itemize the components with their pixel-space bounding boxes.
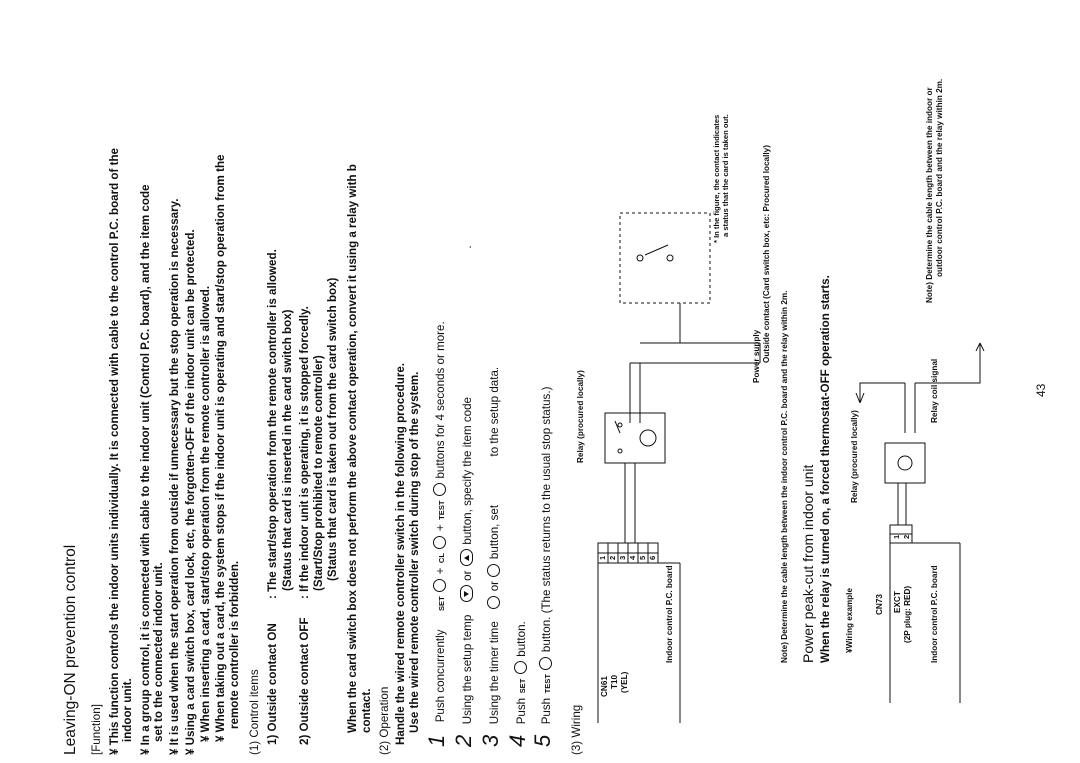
step-text-post: button.: [515, 621, 528, 657]
peak-cut-heading: Power peak-cut from indoor unit: [800, 464, 816, 663]
wiring-heading: (3) Wiring: [570, 704, 583, 755]
peak-pin-2: 2: [902, 534, 911, 539]
control-note-line-2: contact.: [360, 688, 373, 733]
control-item-2-desc: : If the indoor unit is operating, it is stopped forcedly.: [298, 306, 311, 599]
test-button-icon[interactable]: [433, 483, 446, 496]
test-button-label: TEST: [543, 673, 552, 694]
step-text-post: button, specify the item code: [461, 397, 474, 545]
step-number: 4: [505, 734, 530, 747]
set-button-label: SET: [518, 678, 527, 694]
cl-button-label: CL: [437, 553, 446, 564]
wiring-relay-label: Relay (procured locally): [576, 370, 585, 463]
control-item-2-note-2: (Status that card is taken out from the card switch box): [326, 277, 339, 581]
pin-3: 3: [618, 555, 627, 560]
control-item-1-desc: : The start/stop operation from the remote controller is allowed.: [266, 249, 279, 599]
wiring-board-label: Indoor control P.C. board: [665, 565, 674, 663]
operation-heading: (2) Operation: [378, 686, 391, 755]
peak-pin-1: 1: [892, 534, 901, 539]
step-text-post-2: to the setup data.: [488, 366, 501, 457]
exct-label: EXCT: [893, 591, 902, 613]
function-line-5: ¥ It is used when the start operation from outside if unnecessary but the stop operation is necessary.: [168, 198, 181, 755]
operation-intro-1: Handle the wired remote controller switch in the following procedure.: [394, 363, 407, 745]
step-text: Using the timer time: [488, 621, 501, 725]
t10-label: T10: [610, 674, 619, 689]
step-2: 2 Using the setup temp or button, specify the item code .: [451, 245, 476, 747]
peak-cut-desc: When the relay is turned on, a forced thermostat-OFF operation starts.: [819, 275, 832, 663]
control-item-1-note: (Status that card is inserted in the card switch box): [281, 309, 294, 591]
timer-down-button-icon[interactable]: [487, 596, 500, 609]
wiring-example-label: ¥Wiring example: [845, 588, 854, 653]
control-item-2-note-1: (Start/Stop prohibited to remote controller): [312, 355, 325, 591]
temp-down-button-icon[interactable]: [460, 585, 473, 602]
control-note-line-1: When the card switch box does not perform the above contact operation, convert it using a relay with b: [346, 164, 359, 733]
relay-coil-signal-label: Relay coil signal: [930, 358, 939, 423]
step-text: Using the setup temp: [461, 614, 474, 725]
page-title: Leaving-ON prevention control: [62, 544, 79, 755]
power-supply-label: Power supply: [752, 329, 761, 383]
test-button-label: TEST: [437, 500, 446, 520]
pin-2: 2: [608, 555, 617, 560]
function-line-1: ¥ This function controls the indoor units individually. It is connected with cable to the control P.C. board of the: [108, 148, 121, 755]
set-button-icon[interactable]: [514, 661, 527, 674]
function-line-2: indoor unit.: [121, 678, 134, 742]
step-3: 3 Using the timer time or button, set to the setup data.: [478, 366, 503, 747]
pin-1: 1: [598, 555, 607, 560]
step-4: [505, 621, 531, 747]
function-line-3: ¥ In a group control, it is connected with cable to the indoor unit (Control P.C. board), and the item code: [139, 184, 152, 755]
step-text-post: buttons for 4 seconds or more.: [434, 321, 447, 479]
step-text-post: button. (The status returns to the usual stop status.): [540, 386, 553, 653]
outside-contact-label: Outside contact (Card switch box, etc: Procured locally): [762, 145, 771, 363]
peak-note-1: Note) Determine the cable length between the indoor or: [925, 87, 934, 303]
temp-up-button-icon[interactable]: [460, 549, 473, 566]
peak-cut-diagram: [830, 0, 1070, 763]
set-button-label: SET: [437, 596, 446, 612]
pin-5: 5: [638, 555, 647, 560]
step-text: Push: [515, 697, 528, 725]
control-item-2-label: 2) Outside contact OFF: [298, 617, 311, 745]
step-text-post: button, set: [488, 504, 501, 560]
peak-board-label: Indoor control P.C. board: [930, 565, 939, 663]
wiring-note: Note) Determine the cable length between the indoor control P.C. board and the relay within 2m.: [780, 290, 789, 663]
peak-note-2: outdoor control P.C. board and the relay within 2m.: [935, 78, 944, 277]
pin-4: 4: [628, 555, 637, 560]
timer-up-button-icon[interactable]: [487, 564, 500, 577]
control-items-heading: (1) Control items: [248, 669, 261, 755]
step-number: 3: [478, 734, 503, 747]
function-line-8: ¥ When taking out a card, the system stops if the indoor unit is operating and start/stop operation from the: [214, 154, 227, 742]
step-text: Push concurrently: [434, 629, 447, 723]
cn73-connector-label: CN73: [875, 594, 884, 615]
operation-intro-2: Use the wired remote controller switch during stop of the system.: [408, 371, 421, 733]
peak-relay-label: Relay (procured locally): [850, 410, 859, 503]
test-button-icon[interactable]: [539, 657, 552, 670]
pin-6: 6: [648, 555, 657, 560]
function-label: [Function]: [90, 704, 103, 755]
step-5: [530, 387, 556, 747]
step-1: 1 Push concurrently SET + CL + TEST buttons for 4 seconds or more.: [424, 321, 449, 747]
control-item-1-label: 1) Outside contact ON: [266, 623, 279, 745]
function-line-9: remote controller is forbidden.: [228, 560, 241, 729]
figure-note-2: a status that the card is taken out.: [721, 114, 730, 237]
yel-label: (YEL): [620, 671, 629, 693]
cn61-connector-label: CN61: [600, 676, 609, 697]
step-number: 2: [451, 734, 476, 747]
cl-button-icon[interactable]: [433, 536, 446, 549]
step-number: 5: [530, 734, 555, 747]
function-line-4: set to the connected indoor unit.: [152, 562, 165, 742]
step-text: Push: [540, 697, 553, 725]
function-line-6: ¥ Using a card switch box, card lock, etc, the forgotten-OFF of the indoor unit can be protected.: [184, 229, 197, 755]
function-line-7: ¥ When inserting a card, start/stop operation from the remote controller is allowed.: [199, 285, 212, 742]
set-button-icon[interactable]: [433, 579, 446, 592]
step-number: 1: [424, 734, 449, 747]
page-number: 43: [1034, 383, 1048, 397]
red-plug-label: (2P plug: RED): [903, 585, 912, 643]
figure-note-1: * In the figure, the contact indicates: [712, 114, 721, 243]
